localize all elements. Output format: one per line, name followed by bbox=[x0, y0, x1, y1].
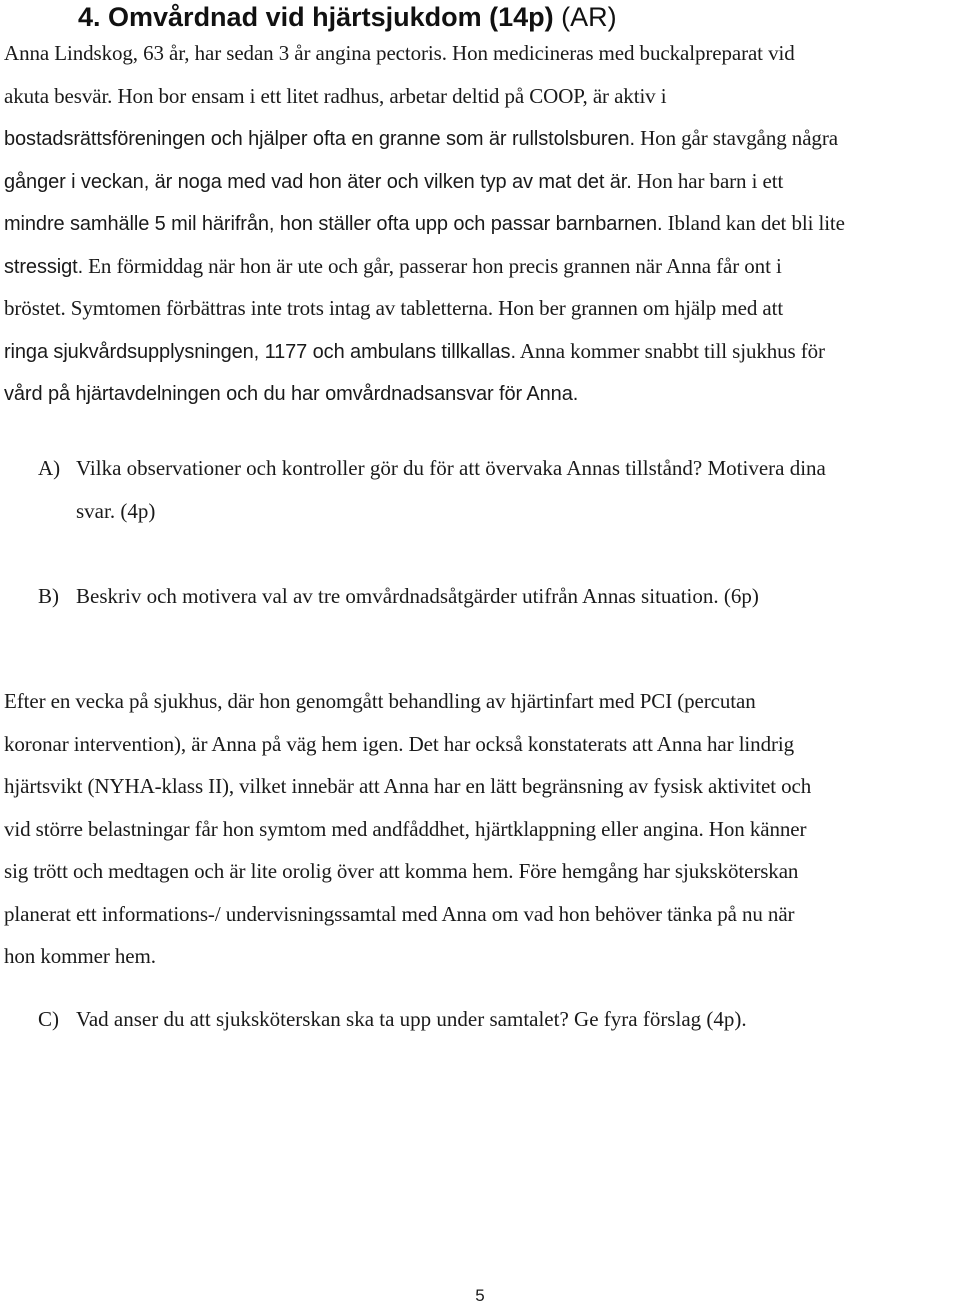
question-a-text-line-1: Vilka observationer och kontroller gör du för att övervaka Annas tillstånd? Motivera dina bbox=[76, 456, 826, 480]
section-author-tag: (AR) bbox=[561, 2, 617, 32]
followup-line: Efter en vecka på sjukhus, där hon genomgått behandling av hjärtinfart med PCI (percutan bbox=[4, 689, 756, 713]
intro-text-segment: Ibland kan det bli lite bbox=[662, 211, 845, 235]
question-c-marker: C) bbox=[38, 1007, 59, 1031]
intro-line bbox=[4, 245, 845, 288]
question-a bbox=[38, 447, 826, 532]
intro-text-segment: En förmiddag när hon är ute och går, passerar hon precis grannen när Anna får ont i bbox=[83, 253, 782, 278]
case-intro-paragraph bbox=[4, 32, 845, 415]
intro-line bbox=[4, 160, 845, 203]
intro-text-segment: gånger i veckan, är noga med vad hon äter och vilken typ av mat det är. bbox=[4, 170, 632, 193]
page-number: 5 bbox=[475, 1286, 485, 1305]
intro-line bbox=[4, 75, 845, 118]
intro-text-segment: Anna kommer snabbt till sjukhus för bbox=[515, 338, 825, 363]
intro-text-segment: Hon går stavgång några bbox=[634, 126, 838, 150]
followup-line: hon kommer hem. bbox=[4, 944, 156, 968]
followup-line: vid större belastningar får hon symtom med andfåddhet, hjärtklappning eller angina. Hon känner bbox=[4, 816, 807, 841]
followup-line: koronar intervention), är Anna på väg hem igen. Det har också konstaterats att Anna har lindrig bbox=[4, 731, 794, 756]
intro-line bbox=[4, 372, 845, 415]
intro-text-segment: ringa sjukvårdsupplysningen, 1177 och ambulans tillkallas. bbox=[4, 340, 516, 363]
intro-line bbox=[4, 32, 845, 75]
intro-text-segment: mindre samhälle 5 mil härifrån, hon ställer ofta upp och passar barnbarnen. bbox=[4, 213, 663, 235]
intro-text-segment: akuta besvär. Hon bor ensam i ett litet radhus, arbetar deltid på COOP, är aktiv i bbox=[4, 83, 667, 108]
question-a-marker: A) bbox=[38, 456, 61, 480]
intro-text-segment: bostadsrättsföreningen och hjälper ofta en granne som är rullstolsburen. bbox=[4, 128, 635, 150]
question-b-text: Beskriv och motivera val av tre omvårdnadsåtgärder utifrån Annas situation. (6p) bbox=[76, 584, 759, 608]
followup-line: hjärtsvikt (NYHA-klass II), vilket innebär att Anna har en lätt begränsning av fysisk aktivitet och bbox=[4, 774, 812, 798]
intro-line bbox=[4, 117, 845, 160]
question-c-text: Vad anser du att sjuksköterskan ska ta upp under samtalet? Ge fyra förslag (4p). bbox=[76, 1007, 747, 1031]
question-c bbox=[38, 998, 747, 1041]
followup-line: sig trött och medtagen och är lite orolig över att komma hem. Före hemgång har sjuksköterskan bbox=[4, 859, 799, 883]
followup-line: planerat ett informations-/ undervisningssamtal med Anna om vad hon behöver tänka på nu när bbox=[4, 901, 795, 926]
intro-line bbox=[4, 287, 845, 330]
intro-text-segment: Hon har barn i ett bbox=[631, 168, 784, 193]
intro-line bbox=[4, 330, 845, 373]
section-heading bbox=[78, 0, 617, 34]
intro-text-segment: bröstet. Symtomen förbättras inte trots intag av tabletterna. Hon ber grannen om hjälp med att bbox=[4, 296, 784, 320]
intro-line bbox=[4, 202, 845, 245]
question-a-text-line-2: svar. (4p) bbox=[76, 498, 156, 523]
intro-text-segment: stressigt. bbox=[4, 255, 84, 278]
question-b bbox=[38, 575, 759, 618]
followup-paragraph bbox=[4, 680, 811, 978]
question-b-marker: B) bbox=[38, 584, 59, 608]
intro-text-segment: Anna Lindskog, 63 år, har sedan 3 år angina pectoris. Hon medicineras med buckalpreparat vid bbox=[4, 41, 795, 65]
intro-text-segment: vård på hjärtavdelningen och du har omvårdnadsansvar för Anna. bbox=[4, 383, 579, 405]
section-title: 4. Omvårdnad vid hjärtsjukdom (14p) bbox=[78, 2, 554, 32]
